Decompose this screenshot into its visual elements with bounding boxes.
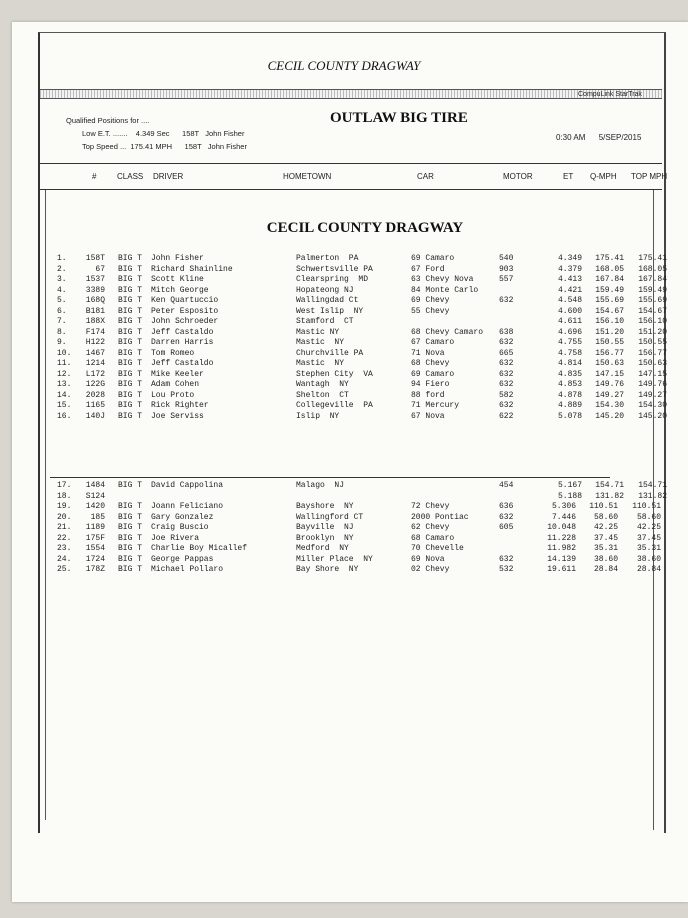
cell-et: 4.758 <box>557 348 582 358</box>
cell-top: 168.05 <box>638 264 667 274</box>
low-et-line: Low E.T. ....... 4.349 Sec 158T John Fisher <box>82 129 245 138</box>
cell-driver: Tom Romeo <box>151 348 195 358</box>
cell-car: 71 Nova <box>411 348 445 358</box>
cell-car: 70 Chevelle <box>411 544 464 553</box>
cell-cls: BIG T <box>118 390 143 400</box>
cell-qmph: 167.84 <box>595 275 624 284</box>
cell-driver: Jeff Castaldo <box>151 359 214 368</box>
cell-num: 2028 <box>85 390 105 400</box>
cell-qmph: 151.20 <box>595 327 624 337</box>
cell-num: 122G <box>85 380 105 389</box>
cell-qmph: 150.55 <box>595 338 624 347</box>
cell-et: 4.853 <box>557 380 582 389</box>
cell-qmph: 38.60 <box>593 554 618 564</box>
cell-home: Mastic NY <box>296 327 340 337</box>
cell-home: Collegeville PA <box>296 401 373 410</box>
cell-num: 1214 <box>85 359 105 368</box>
cell-pos: 22. <box>57 533 72 543</box>
cell-pos: 2. <box>57 264 67 274</box>
cell-cls: BIG T <box>118 565 143 574</box>
cell-et: 4.696 <box>557 327 582 337</box>
cell-car: 02 Chevy <box>411 565 450 574</box>
cell-pos: 20. <box>57 512 72 522</box>
cell-home: Wallingford CT <box>296 512 364 522</box>
cell-home: Wallingdad Ct <box>296 296 359 305</box>
cell-qmph: 175.41 <box>595 254 624 263</box>
cell-top: 159.49 <box>638 285 667 295</box>
cell-cls: BIG T <box>118 275 143 284</box>
cell-car: 67 Ford <box>411 264 445 274</box>
cell-motor: 632 <box>499 380 514 389</box>
cell-motor: 632 <box>499 369 514 379</box>
cell-motor: 632 <box>499 512 514 522</box>
col-driver: DRIVER <box>153 172 184 181</box>
cell-motor: 903 <box>499 264 514 274</box>
cell-car: 69 Camaro <box>411 369 455 379</box>
cell-driver: Gary Gonzalez <box>151 512 214 522</box>
cell-et: 4.349 <box>557 254 582 263</box>
cell-pos: 14. <box>57 390 72 400</box>
cell-et: 4.379 <box>557 264 582 274</box>
cell-qmph: 150.63 <box>595 359 624 368</box>
col-topmph: TOP MPH <box>631 172 668 181</box>
cell-top: 145.20 <box>638 411 667 421</box>
cell-num: 1724 <box>85 554 105 564</box>
cell-car: 68 Camaro <box>411 533 455 543</box>
report-frame <box>38 32 666 833</box>
cell-top: 156.77 <box>638 348 667 358</box>
cell-et: 10.048 <box>547 523 576 532</box>
time: 0:30 AM <box>556 133 586 142</box>
cell-et: 7.446 <box>551 512 576 522</box>
cell-cls: BIG T <box>118 348 143 358</box>
cell-pos: 8. <box>57 327 67 337</box>
cell-driver: Adam Cohen <box>151 380 200 389</box>
results-divider <box>50 477 610 478</box>
cell-qmph: 168.05 <box>595 264 624 274</box>
cell-pos: 21. <box>57 523 72 532</box>
cell-car: 68 Chevy <box>411 359 450 368</box>
cell-pos: 12. <box>57 369 72 379</box>
cell-et: 5.188 <box>557 491 582 501</box>
cell-pos: 24. <box>57 554 72 564</box>
cell-qmph: 156.77 <box>595 348 624 358</box>
cell-pos: 15. <box>57 401 72 410</box>
cell-top: 150.63 <box>638 359 667 368</box>
cell-top: 37.45 <box>636 533 661 543</box>
cell-driver: George Pappas <box>151 554 214 564</box>
cell-num: 1189 <box>85 523 105 532</box>
cell-et: 14.139 <box>547 554 576 564</box>
cell-num: 3389 <box>85 285 105 295</box>
cell-et: 4.413 <box>557 275 582 284</box>
cell-et: 4.421 <box>557 285 582 295</box>
cell-home: Stamford CT <box>296 317 354 326</box>
cell-pos: 5. <box>57 296 67 305</box>
cell-cls: BIG T <box>118 401 143 410</box>
cell-qmph: 159.49 <box>595 285 624 295</box>
cell-num: H122 <box>85 338 105 347</box>
cell-cls: BIG T <box>118 380 143 389</box>
cell-home: Mastic NY <box>296 359 345 368</box>
cell-motor: 622 <box>499 411 514 421</box>
cell-car: 88 ford <box>411 390 445 400</box>
cell-qmph: 149.27 <box>595 390 624 400</box>
cell-num: 188X <box>85 317 105 326</box>
cell-et: 4.548 <box>557 296 582 305</box>
cell-top: 154.30 <box>638 401 667 410</box>
cell-pos: 7. <box>57 317 67 326</box>
cell-pos: 16. <box>57 411 72 421</box>
cell-top: 155.69 <box>638 296 667 305</box>
cell-cls: BIG T <box>118 296 143 305</box>
cell-qmph: 28.84 <box>593 565 618 574</box>
cell-et: 4.755 <box>557 338 582 347</box>
cell-driver: Joe Rivera <box>151 533 200 543</box>
cell-driver: Richard Shainline <box>151 264 233 274</box>
cell-qmph: 42.25 <box>593 523 618 532</box>
cell-car: 84 Monte Carlo <box>411 285 479 295</box>
cell-top: 38.60 <box>636 554 661 564</box>
cell-pos: 11. <box>57 359 72 368</box>
cell-motor: 532 <box>499 565 514 574</box>
cell-car: 69 Nova <box>411 554 445 564</box>
cell-car: 68 Chevy Camaro <box>411 327 484 337</box>
cell-top: 28.84 <box>636 565 661 574</box>
cell-pos: 10. <box>57 348 72 358</box>
cell-home: Churchville PA <box>296 348 364 358</box>
cell-cls: BIG T <box>118 254 143 263</box>
cell-driver: Joann Feliciano <box>151 502 224 511</box>
cell-et: 4.878 <box>557 390 582 400</box>
header-band <box>40 89 662 99</box>
cell-num: 1554 <box>85 544 105 553</box>
cell-qmph: 154.30 <box>595 401 624 410</box>
cell-et: 4.889 <box>557 401 582 410</box>
cell-motor: 540 <box>499 254 514 263</box>
cell-cls: BIG T <box>118 533 143 543</box>
cell-driver: Ken Quartuccio <box>151 296 219 305</box>
cell-cls: BIG T <box>118 554 143 564</box>
cell-cls: BIG T <box>118 369 143 379</box>
cell-home: Brooklyn NY <box>296 533 354 543</box>
cell-motor: 582 <box>499 390 514 400</box>
cell-num: F174 <box>85 327 105 337</box>
cell-num: 1467 <box>85 348 105 358</box>
cell-motor: 632 <box>499 401 514 410</box>
col-class: CLASS <box>117 172 144 181</box>
event-title: OUTLAW BIG TIRE <box>330 110 468 126</box>
cell-motor: 665 <box>499 348 514 358</box>
cell-et: 4.611 <box>557 317 582 326</box>
cell-et: 11.228 <box>547 533 576 543</box>
cell-et: 4.835 <box>557 369 582 379</box>
cell-pos: 19. <box>57 502 72 511</box>
cell-driver: John Fisher <box>151 254 204 263</box>
cell-motor: 632 <box>499 359 514 368</box>
cell-car: 69 Camaro <box>411 254 455 263</box>
cell-num: B181 <box>85 306 105 316</box>
cell-home: Miller Place NY <box>296 554 373 564</box>
cell-top: 167.84 <box>638 275 667 284</box>
cell-pos: 18. <box>57 491 72 501</box>
cell-driver: Darren Harris <box>151 338 214 347</box>
cell-num: 67 <box>95 264 105 274</box>
cell-home: Clearspring MD <box>296 275 369 284</box>
cell-driver: Joe Serviss <box>151 411 204 421</box>
cell-home: Malago NJ <box>296 481 345 490</box>
cell-car: 72 Chevy <box>411 502 450 511</box>
col-hometown: HOMETOWN <box>283 172 332 181</box>
cell-num: 1484 <box>85 481 105 490</box>
cell-pos: 17. <box>57 481 72 490</box>
cell-qmph: 58.60 <box>593 512 618 522</box>
cell-home: Bay Shore NY <box>296 565 359 574</box>
cell-qmph: 155.69 <box>595 296 624 305</box>
cell-driver: Mike Keeler <box>151 369 204 379</box>
cell-driver: Jeff Castaldo <box>151 327 214 337</box>
cell-top: 149.76 <box>638 380 667 389</box>
cell-motor: 632 <box>499 338 514 347</box>
cell-top: 35.31 <box>636 544 661 553</box>
cell-top: 151.20 <box>638 327 667 337</box>
cell-car: 94 Fiero <box>411 380 450 389</box>
cell-top: 175.41 <box>638 254 667 263</box>
cell-home: West Islip NY <box>296 306 364 316</box>
cell-top: 42.25 <box>636 523 661 532</box>
cell-home: Bayville NJ <box>296 523 354 532</box>
cell-et: 4.600 <box>557 306 582 316</box>
col-qmph: Q-MPH <box>590 172 617 181</box>
cell-motor: 636 <box>499 502 514 511</box>
cell-qmph: 156.10 <box>595 317 624 326</box>
cell-home: Schwertsville PA <box>296 264 373 274</box>
cell-top: 131.82 <box>638 491 667 501</box>
cell-driver: John Schroeder <box>151 317 219 326</box>
cell-top: 110.51 <box>632 502 661 511</box>
cell-pos: 25. <box>57 565 72 574</box>
cell-car: 67 Camaro <box>411 338 455 347</box>
cell-driver: David Cappolina <box>151 481 224 490</box>
col-number: # <box>92 172 97 181</box>
cell-motor: 605 <box>499 523 514 532</box>
cell-cls: BIG T <box>118 285 143 295</box>
cell-home: Islip NY <box>296 411 340 421</box>
cell-num: S124 <box>85 491 105 501</box>
cell-motor: 632 <box>499 296 514 305</box>
cell-cls: BIG T <box>118 502 143 511</box>
cell-num: 168Q <box>85 296 105 305</box>
col-et: ET <box>563 172 574 181</box>
cell-driver: Scott Kline <box>151 275 204 284</box>
cell-top: 149.27 <box>638 390 667 400</box>
cell-home: Mastic NY <box>296 338 345 347</box>
cell-motor: 557 <box>499 275 514 284</box>
cell-et: 5.306 <box>551 502 576 511</box>
cell-driver: Charlie Boy Micallef <box>151 544 248 553</box>
col-car: CAR <box>417 172 434 181</box>
cell-car: 67 Nova <box>411 411 445 421</box>
cell-driver: Rick Righter <box>151 401 209 410</box>
cell-cls: BIG T <box>118 481 143 490</box>
cell-pos: 13. <box>57 380 72 389</box>
cell-num: L172 <box>85 369 105 379</box>
time-date <box>556 133 641 142</box>
cell-qmph: 131.82 <box>595 491 624 501</box>
cell-pos: 23. <box>57 544 72 553</box>
cell-car: 69 Chevy <box>411 296 450 305</box>
cell-et: 5.167 <box>557 481 582 490</box>
cell-cls: BIG T <box>118 523 143 532</box>
cell-qmph: 37.45 <box>593 533 618 543</box>
cell-driver: Peter Esposito <box>151 306 219 316</box>
cell-home: Hopateong NJ <box>296 285 354 295</box>
frame-line-left <box>45 190 46 820</box>
cell-car: 2000 Pontiac <box>411 512 469 522</box>
cell-car: 62 Chevy <box>411 523 450 532</box>
cell-top: 58.60 <box>636 512 661 522</box>
cell-home: Shelton CT <box>296 390 349 400</box>
cell-top: 154.67 <box>638 306 667 316</box>
cell-car: 63 Chevy Nova <box>411 275 474 284</box>
cell-home: Palmerton PA <box>296 254 359 263</box>
date: 5/SEP/2015 <box>598 133 642 142</box>
top-speed-line: Top Speed ... 175.41 MPH 158T John Fisher <box>82 142 247 151</box>
system-label: CompuLink StarTrak <box>578 91 642 98</box>
cell-cls: BIG T <box>118 338 143 347</box>
cell-top: 147.15 <box>638 369 667 379</box>
cell-cls: BIG T <box>118 317 143 326</box>
qualified-label: Qualified Positions for .... <box>66 116 150 125</box>
cell-home: Stephen City VA <box>296 369 373 379</box>
cell-pos: 4. <box>57 285 67 295</box>
cell-top: 154.71 <box>638 481 667 490</box>
cell-pos: 6. <box>57 306 67 316</box>
cell-qmph: 154.71 <box>595 481 624 490</box>
cell-num: 1165 <box>85 401 105 410</box>
cell-cls: BIG T <box>118 411 143 421</box>
cell-home: Wantagh NY <box>296 380 349 389</box>
col-motor: MOTOR <box>503 172 533 181</box>
cell-pos: 3. <box>57 275 67 284</box>
section-title: CECIL COUNTY DRAGWAY <box>266 220 464 236</box>
cell-home: Bayshore NY <box>296 502 354 511</box>
cell-cls: BIG T <box>118 544 143 553</box>
cell-car: 55 Chevy <box>411 306 450 316</box>
cell-qmph: 35.31 <box>593 544 618 553</box>
cell-cls: BIG T <box>118 264 143 274</box>
cell-motor: 632 <box>499 554 514 564</box>
cell-num: 178Z <box>85 565 105 574</box>
cell-top: 150.55 <box>638 338 667 347</box>
cell-qmph: 145.20 <box>595 411 624 421</box>
cell-qmph: 147.15 <box>595 369 624 379</box>
cell-driver: Craig Buscio <box>151 523 209 532</box>
cell-motor: 454 <box>499 481 514 490</box>
cell-home: Medford NY <box>296 544 349 553</box>
cell-car: 71 Mercury <box>411 401 460 410</box>
cell-qmph: 149.76 <box>595 380 624 389</box>
cell-qmph: 110.51 <box>589 502 618 511</box>
cell-cls: BIG T <box>118 306 143 316</box>
cell-et: 11.982 <box>547 544 576 553</box>
cell-motor: 638 <box>499 327 514 337</box>
cell-et: 4.814 <box>557 359 582 368</box>
cell-top: 156.10 <box>638 317 667 326</box>
cell-num: 1420 <box>85 502 105 511</box>
cell-et: 19.611 <box>547 565 576 574</box>
cell-num: 1537 <box>85 275 105 284</box>
cell-num: 175F <box>85 533 105 543</box>
cell-et: 5.078 <box>557 411 582 421</box>
track-title: CECIL COUNTY DRAGWAY <box>267 58 421 73</box>
cell-cls: BIG T <box>118 327 143 337</box>
cell-cls: BIG T <box>118 512 143 522</box>
cell-pos: 1. <box>57 254 67 263</box>
cell-num: 158T <box>85 254 105 263</box>
cell-driver: Lou Proto <box>151 390 195 400</box>
cell-cls: BIG T <box>118 359 143 368</box>
cell-num: 185 <box>90 512 105 522</box>
cell-pos: 9. <box>57 338 67 347</box>
cell-driver: Michael Pollaro <box>151 565 224 574</box>
cell-num: 140J <box>85 411 105 421</box>
cell-driver: Mitch George <box>151 285 209 295</box>
cell-qmph: 154.67 <box>595 306 624 316</box>
